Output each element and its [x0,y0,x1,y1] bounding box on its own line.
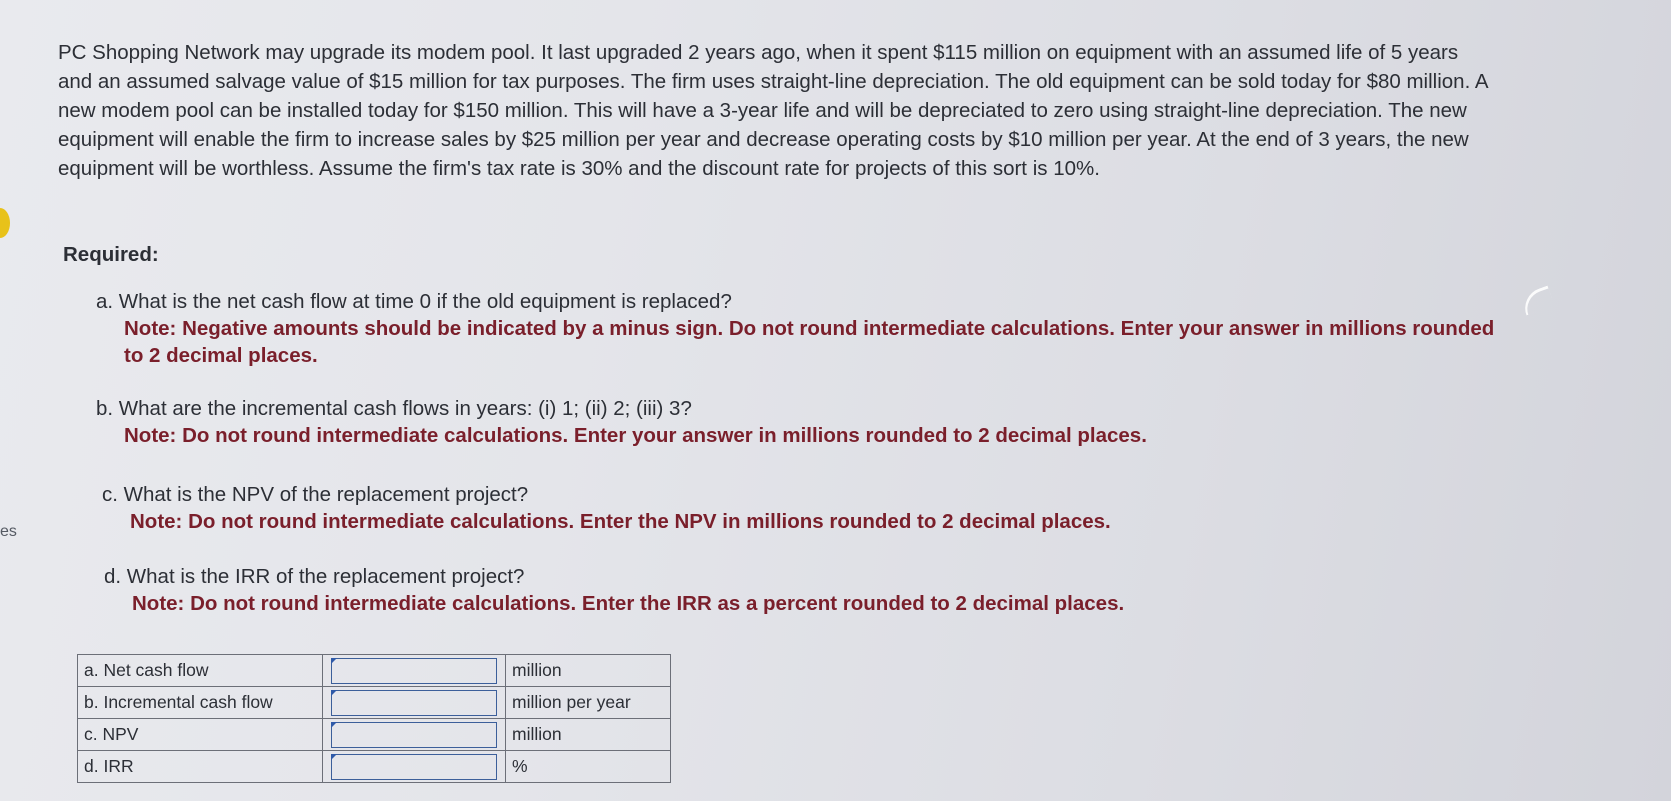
answer-label: d. IRR [78,751,323,783]
question-b-note: Note: Do not round intermediate calculations. Enter your answer in millions rounded to 2 decimal places. [124,424,1147,447]
npv-input[interactable] [331,722,497,748]
answer-input-cell [323,719,506,751]
question-c-prompt: c. What is the NPV of the replacement project? [102,483,529,506]
question-a-note: Note: Negative amounts should be indicated by a minus sign. Do not round intermediate calculations. Enter your answer in millions rounded to 2 decimal places. [124,317,1495,367]
irr-input[interactable] [331,754,497,780]
answer-unit: million [506,655,671,687]
answer-label: a. Net cash flow [78,655,323,687]
question-d-prompt: d. What is the IRR of the replacement project? [104,565,525,588]
required-heading: Required: [63,243,159,266]
answer-label: c. NPV [78,719,323,751]
answer-input-cell [323,751,506,783]
edge-marker [0,208,10,238]
question-a-prompt: a. What is the net cash flow at time 0 if the old equipment is replaced? [96,290,732,313]
question-d-note: Note: Do not round intermediate calculations. Enter the IRR as a percent rounded to 2 decimal places. [132,592,1125,615]
answer-input-cell [323,687,506,719]
answer-input-cell [323,655,506,687]
answer-row-irr [78,751,671,783]
question-b-prompt: b. What are the incremental cash flows in years: (i) 1; (ii) 2; (iii) 3? [96,397,692,420]
answer-row-incremental-cash-flow [78,687,671,719]
question-c-note: Note: Do not round intermediate calculations. Enter the NPV in millions rounded to 2 decimal places. [130,510,1111,533]
input-corner-marker [331,722,337,728]
net-cash-flow-input[interactable] [331,658,497,684]
screen-glare [1519,286,1554,316]
answer-table [77,654,671,783]
answer-row-net-cash-flow [78,655,671,687]
question-c [102,481,1502,535]
problem-statement: PC Shopping Network may upgrade its modem pool. It last upgraded 2 years ago, when it spent $115 million on equipment with an assumed life of 5 years and an assumed salvage value of $15 million for tax purposes. The firm uses straight-line depreciation. The old equipment can be sold today for $80 million. A new modem pool can be installed today for $150 million. This will have a 3-year life and will be depreciated to zero using straight-line depreciation. The new equipment will enable the firm to increase sales by $25 million per year and decrease operating costs by $10 million per year. At the end of 3 years, the new equipment will be worthless. Assume the firm's tax rate is 30% and the discount rate for projects of this sort is 10%. [58,41,1488,180]
answer-unit: million per year [506,687,671,719]
input-corner-marker [331,690,337,696]
question-a [96,288,1496,369]
question-d [104,563,1504,617]
answer-unit: % [506,751,671,783]
input-corner-marker [331,754,337,760]
input-corner-marker [331,658,337,664]
incremental-cash-flow-input[interactable] [331,690,497,716]
question-b [96,395,1496,449]
edge-text: es [0,523,17,540]
answer-label: b. Incremental cash flow [78,687,323,719]
answer-unit: million [506,719,671,751]
answer-row-npv [78,719,671,751]
